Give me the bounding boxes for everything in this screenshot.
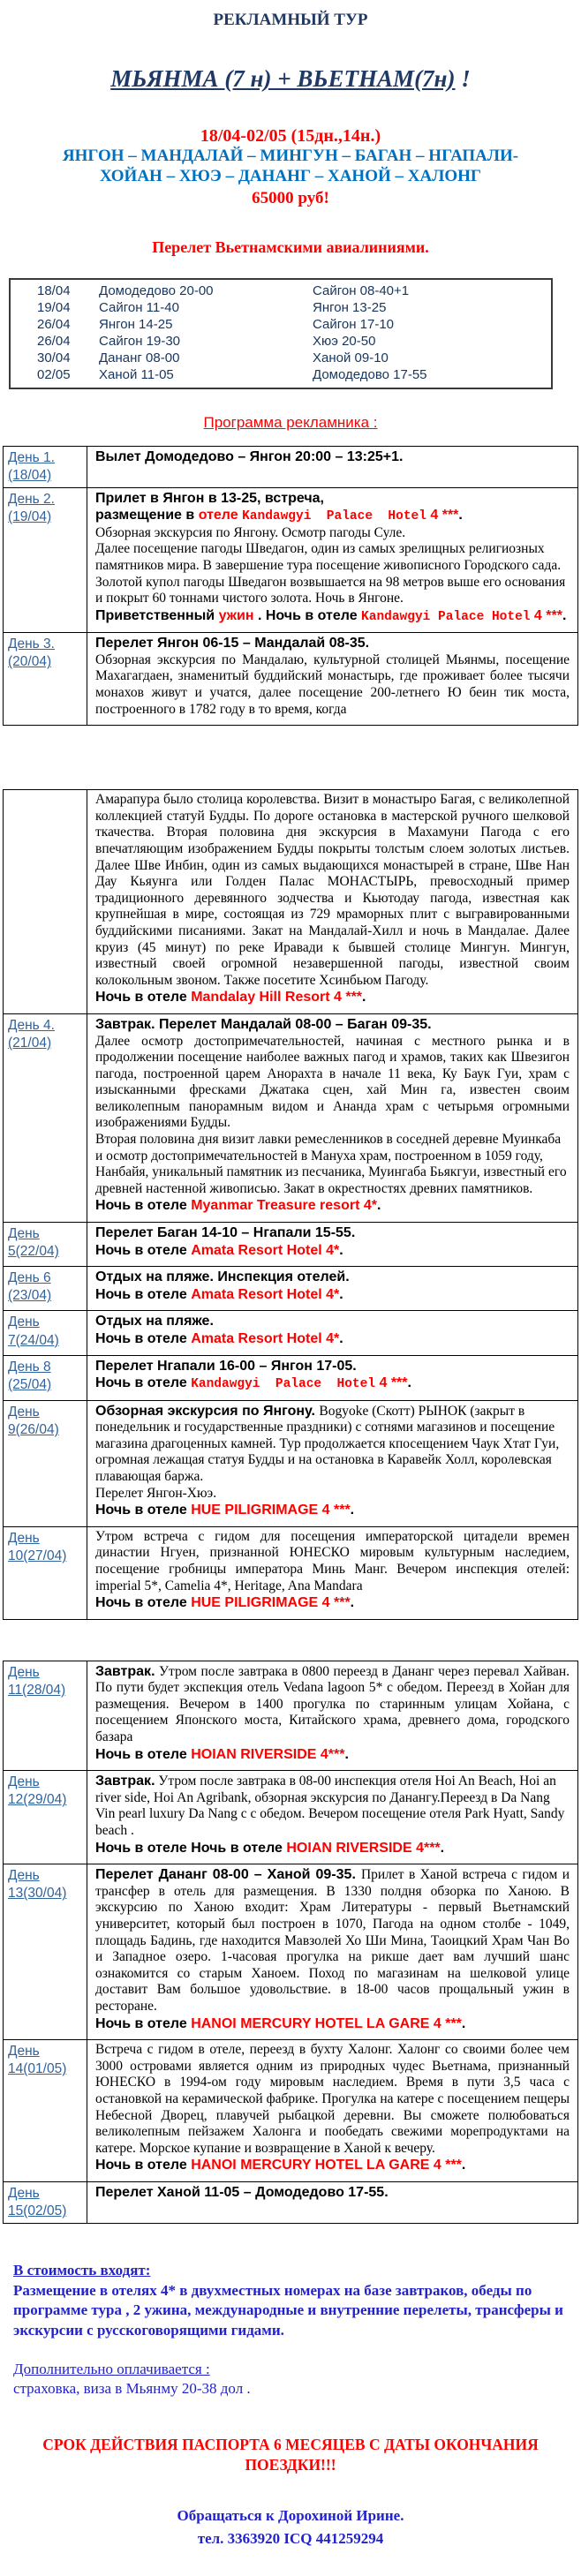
text-segment: Утром после завтрака в 0800 переезд в Дананг через перевал Хайван. По пути будет экспекция отель Vedana lagoon 5* с обедом. Переезд в Хойан для размещения. Вечером в 1400 прогулка по старинным улицам Хойана, с посещением Японского моста, Китайского храма, древнего дома, городского базара [95, 1663, 570, 1745]
text-segment: Ночь в отеле [95, 1242, 192, 1258]
program-row [4, 446, 578, 487]
day-link[interactable]: День 11(28/04) [8, 1664, 66, 1698]
text-segment: Вторая половина дня визит лавки ремесленников в соседней деревне Муинкаба и осмотр достопримечательностей в Мануха храм, построенном в 1059 году, Нанбайя, уникальный памятник из песчаника, Муингаба Бьякгуи, известный его древней настенной живописью. Закат в окрестностях древних памятников. [95, 1132, 567, 1196]
content-cell [87, 1400, 578, 1526]
text-segment: Завтрак. Перелет Мандалай 08-00 – Баган 09-35. [95, 1016, 432, 1032]
text-segment: Прилет в Ханой встреча с гидом и трансфер в отель для размещения. В 1330 полдня обзорка по Ханою. В экскурсию по Ханою входит: Храм Литературы - первый Вьетнамский университет, который был построен в 1070, Пагода на одном столбе - 1049, площадь Бадинь, где находится Мавзолей Хо Ши Мина, Таоицкий Храм Чан Во и Западное озеро. 1-часовая прогулка на рикше дает вам лучший шанс ознакомится со старым Ханоем. Поход по магазинам на шелковой улице доставит Вам большое удовольствие. в 18-00 часов прощальный ужин в ресторане. [95, 1867, 570, 2014]
flight-cell: 19/04 [37, 299, 71, 315]
text-segment: размещение в [95, 508, 199, 523]
program-paragraph [95, 1358, 570, 1375]
text-segment: Ночь в отеле [95, 990, 192, 1006]
day-cell [4, 2181, 87, 2223]
flight-cell: 18/04 [37, 282, 71, 298]
tour-title-text: МЬЯНМА (7 н) + ВЬЕТНАМ(7н) [110, 65, 456, 92]
text-segment: . [461, 2158, 466, 2173]
content-cell [87, 633, 578, 726]
program-row [4, 1661, 578, 1771]
text-segment: . [461, 2015, 466, 2031]
program-paragraph [95, 1375, 570, 1392]
day-link[interactable]: День 5(22/04) [8, 1226, 59, 1260]
text-segment: Амарапура было столица королевства. Визит в монастыро Багая, с великолепной коллекцией статуй Будды. По дороге остановка в мастерской ручного шелковой ткачества. Вторая половина дня экскурсия в Махамуни Пагода с его впечатляющим изображением Будды покрыты толстым слоем золотых листьев. Далее Шве Инбин, один из самых выдающихся монастырей в стране, Шве Нан Дау Кьяунга или Голден Палас МОНАСТЫРЬ, превосходный пример традиционного деревянного зодчества и Кьютодау пагода, известная как крупнейшая в мире, состоящая из 729 мраморных плит с выгравированными буддийскими писаниями. Закат на Мандалай-Хилл и ночь в Мандалае. Далее круиз (45 минут) по реке Иравади к бывшей столице Мингун. Мингун, известный своей огромной незавершенной пагоды, известной своим колокольным звоном. Также посетите Хсинбьюм Пагоду. [95, 792, 570, 988]
program-paragraph [95, 792, 570, 989]
text-segment: . [362, 990, 366, 1006]
table-gap [0, 1620, 581, 1646]
passport-warning: СРОК ДЕЙСТВИЯ ПАСПОРТА 6 МЕСЯЦЕВ С ДАТЫ ОКОНЧАНИЯ ПОЕЗДКИ!!! [42, 2435, 539, 2474]
tour-title-suffix: ! [455, 65, 471, 92]
text-segment: Ночь в отеле [95, 1503, 192, 1518]
text-segment: Перелет Нгапали 16-00 – Янгон 17-05. [95, 1358, 357, 1374]
text-segment: Ночь в отеле [95, 1331, 192, 1346]
text-segment: . [339, 1286, 343, 1302]
program-paragraph [95, 1224, 570, 1242]
program-row [4, 1526, 578, 1619]
footer-extra-title: Дополнительно оплачивается : [13, 2360, 210, 2377]
text-segment: Перелет Янгон 06-15 – Мандалай 08-35. [95, 636, 370, 652]
program-paragraph [95, 1486, 570, 1503]
day-link[interactable]: День 3. (20/04) [8, 636, 55, 670]
text-segment: отеле [198, 508, 243, 523]
program-paragraph [95, 1502, 570, 1519]
day-link[interactable]: День 6 (23/04) [8, 1270, 52, 1304]
tour-route-line1: ЯНГОН – МАНДАЛАЙ – МИНГУН – БАГАН – НГАПАЛИ- [62, 147, 519, 165]
program-row [4, 633, 578, 726]
day-cell [4, 1311, 87, 1355]
content-cell [87, 1355, 578, 1400]
footer-includes-body: Размещение в отелях 4* в двухместных номерах на базе завтраков, обеды по программе тура , 2 ужина, международные и внутренние перелеты, трансферы и экскурсии с русскоговорящими гидами. [13, 2281, 563, 2339]
flights-table [9, 278, 553, 389]
flight-cell: Сайгон 17-10 [313, 316, 395, 332]
day-cell [4, 446, 87, 487]
program-paragraph [95, 1313, 570, 1330]
text-segment: Обзорная экскурсия по Мандалаю, культурной столицей Мьянмы, посещение Махагагдаен, знаменитый буддийский монастырь, где проживает более тысячи монахов живут и учатся, далее посещение 200-летнего Ю беин тик моста, построенного в 1782 году в то время, когда [95, 652, 570, 717]
content-cell [87, 1267, 578, 1311]
contact-phone: тел. 3363920 ICQ 441259294 [197, 2529, 384, 2547]
flight-row [11, 316, 551, 333]
text-segment: HOIAN RIVERSIDE 4*** [286, 1840, 441, 1856]
flight-row [11, 282, 551, 299]
day-cell [4, 1267, 87, 1311]
day-link[interactable]: День 14(01/05) [8, 2044, 67, 2077]
program-table [3, 789, 578, 1620]
text-segment: . [339, 1242, 343, 1258]
tour-route-line2: ХОЙАН – ХЮЭ – ДАНАНГ – ХАНОЙ – ХАЛОНГ [100, 166, 481, 185]
text-segment: Утром после завтрака в 08-00 инспекция отеля Hoi An Beach, Hoi an river side, Hoi An Agribank, обзорная экскурсия по Данангу.Переезд в Da Nang Vin pearl luxury Da Nang с с обедом. Вечером посещение отеля Park Hyatt, Sandy beach . [95, 1774, 565, 1839]
text-segment: Утром встреча с гидом для посещения императорской цитадели времен династии Нгуен, признанной ЮНЕСКО мировым культурным наследием, посещение гробницы императора Минь Манг. Вечером инспекция отелей: imperial 5*, Camelia 4*, Heritage, Ana Mandara [95, 1528, 570, 1593]
text-segment: Mandalay Hill Resort 4 *** [191, 990, 363, 1006]
day-cell [4, 487, 87, 632]
flight-cell: Янгон 13-25 [313, 299, 387, 315]
text-segment: Myanmar Treasure resort 4* [191, 1198, 377, 1214]
text-segment: Kandawgyi Palace Hotel [242, 509, 426, 524]
text-segment: Обзорная экскурсия по Янгону. [95, 1403, 320, 1419]
program-paragraph [95, 2157, 570, 2174]
text-segment: HANOI MERCURY HOTEL LA GARE 4 *** [191, 2158, 462, 2173]
text-segment: Далее посещение пагоды Шведагон, один из самых зрелищных религиозных памятников мира. В завершение тура посещение живописного Городского сада. Золотой купол пагоды Шведагон возвышается на 98 метров выше его основания и покрыт 60 тоннами чистого золота. Ночь в Янгоне. [95, 541, 566, 606]
text-segment: Ночь в отеле [95, 1286, 192, 1302]
table-gap [0, 726, 581, 775]
day-cell [4, 790, 87, 1014]
flight-cell: Домодедово 20-00 [99, 282, 214, 298]
content-cell [87, 487, 578, 632]
flight-cell: Сайгон 08-40+1 [313, 282, 410, 298]
day-link[interactable]: День 2. (19/04) [8, 491, 55, 525]
flight-row [11, 350, 551, 366]
text-segment: Amata Resort Hotel 4* [191, 1242, 340, 1258]
text-segment: Kandawgyi Palace Hotel [361, 609, 531, 624]
day-link[interactable]: День 8 (25/04) [8, 1359, 52, 1392]
text-segment: Завтрак. [95, 1663, 155, 1679]
flight-cell: Ханой 09-10 [313, 350, 389, 365]
text-segment: . [562, 607, 567, 623]
text-segment: Вылет Домодедово – Янгон 20:00 – 13:25+1. [95, 448, 404, 464]
program-paragraph [95, 1132, 570, 1197]
content-cell [87, 1771, 578, 1864]
text-segment: . [350, 1503, 355, 1518]
text-segment: Прилет в Янгон в 13-25, встреча, [95, 490, 324, 506]
text-segment: HOIAN RIVERSIDE 4*** [191, 1746, 345, 1762]
day-cell [4, 1355, 87, 1400]
day-link[interactable]: День 15(02/05) [8, 2185, 67, 2219]
program-paragraph [95, 652, 570, 718]
text-segment: . [407, 1375, 411, 1391]
text-segment: . [458, 508, 463, 523]
flight-row [11, 333, 551, 350]
program-paragraph [95, 1403, 570, 1486]
program-paragraph [95, 1746, 570, 1764]
content-cell [87, 2040, 578, 2182]
text-segment: Ночь в отеле [95, 1595, 192, 1611]
program-row [4, 1311, 578, 1355]
text-segment: Отдых на пляже. [95, 1314, 214, 1329]
text-segment: Обзорная экскурсия по Янгону. Осмотр пагоды Суле. [95, 524, 406, 540]
day-cell [4, 1013, 87, 1222]
program-paragraph [95, 1016, 570, 1034]
day-link[interactable]: День 12(29/04) [8, 1774, 67, 1808]
day-link[interactable]: День 10(27/04) [8, 1530, 67, 1563]
text-segment: . Ночь в отеле [257, 607, 362, 623]
text-segment: Bogyoke (Скотт) РЫНОК (закрыт в понедельник и государственные праздники) с сотнями магазинов и посещение магазина драгоценных камней. Тур продолжается кпосещением Чаук Хтат Гуи, огромная лежащая статуя Будды и на остановка в Каравейк Холл, королевская плавающая баржа. [95, 1403, 560, 1484]
flight-row [11, 366, 551, 383]
text-segment: Далее осмотр достопримечательностей, начиная с местного рынка и в продолжении посещение наиболее важных пагод и храмов, таких как Швезигон пагода, построенной царем Анорахта в начале 11 века, Ку Баук Гуи, храм с изысканными фресками Джатака сцен, хай Мин га, известен своим великолепным панорамным видом и Ананда храм с четырьмя огромными изображениями Будды. [95, 1033, 570, 1131]
day-cell [4, 1864, 87, 2040]
program-row [4, 1355, 578, 1400]
text-segment: Приветственный [95, 607, 219, 623]
text-segment: Amata Resort Hotel 4* [191, 1331, 340, 1346]
program-paragraph [95, 507, 570, 524]
text-segment: Ночь в отеле Ночь в отеле [95, 1840, 287, 1856]
program-paragraph [95, 989, 570, 1006]
flight-cell: 02/05 [37, 366, 71, 382]
day-cell [4, 1771, 87, 1864]
program-paragraph [95, 1269, 570, 1286]
text-segment: Перелет Дананг 08-00 – Ханой 09-35. [95, 1867, 361, 1883]
program-paragraph [95, 525, 570, 542]
text-segment: Перелет Ханой 11-05 – Домодедово 17-55. [95, 2184, 389, 2200]
day-cell [4, 633, 87, 726]
text-segment: . [440, 1840, 445, 1856]
program-row [4, 2040, 578, 2182]
day-cell [4, 1400, 87, 1526]
text-segment: Ночь в отеле [95, 1746, 192, 1762]
text-segment: ужин [218, 607, 258, 623]
flight-cell: Сайгон 11-40 [99, 299, 179, 315]
flight-row [11, 299, 551, 316]
text-segment: HANOI MERCURY HOTEL LA GARE 4 *** [191, 2015, 462, 2031]
text-segment: 4 *** [375, 1375, 408, 1391]
program-paragraph [95, 1866, 570, 2015]
content-cell [87, 790, 578, 1014]
day-link[interactable]: День 7(24/04) [8, 1314, 59, 1348]
program-paragraph [95, 1197, 570, 1215]
flight-cell: 26/04 [37, 316, 71, 332]
program-paragraph [95, 1330, 570, 1348]
flight-cell: Хюэ 20-50 [313, 333, 376, 349]
program-row [4, 790, 578, 1014]
text-segment: . [339, 1331, 343, 1346]
program-paragraph [95, 448, 570, 466]
text-segment: . [350, 1595, 355, 1611]
day-cell [4, 1661, 87, 1771]
content-cell [87, 1223, 578, 1267]
text-segment: Завтрак. [95, 1774, 155, 1789]
flights-title: Перелет Вьетнамскими авиалиниями. [152, 237, 429, 256]
footer-includes-title: В стоимость входят: [13, 2262, 151, 2279]
program-paragraph [95, 1840, 570, 1857]
program-paragraph [95, 1034, 570, 1133]
program-row [4, 1223, 578, 1267]
day-link[interactable]: День 9(26/04) [8, 1404, 59, 1437]
text-segment: Встреча с гидом в отеле, переезд в бухту Халонг. Халонг со своими более чем 3000 островами является одним из природных чудес Вьетнама, признанный ЮНЕСКО в 1994-ом году мировым наследием. Время в пути 3,5 часа с остановкой на керамической фабрике. Прогулка на катере с посещением пещеры Небесной Дворец, плавучей рыбацкой деревни. Вы сможете полюбоваться великолепным пейзажем Халонга и пообедать свежими морепродуктами на катере. Морское купание и возвращение в Ханой к вечеру. [95, 2042, 570, 2156]
flight-cell: Домодедово 17-55 [313, 366, 427, 382]
text-segment: 4 *** [426, 508, 459, 523]
program-paragraph [95, 541, 570, 606]
day-cell [4, 1223, 87, 1267]
text-segment: Amata Resort Hotel 4* [191, 1286, 340, 1302]
text-segment: Отдых на пляже. Инспекция отелей. [95, 1269, 350, 1285]
text-segment: Перелет Янгон-Хюэ. [95, 1485, 217, 1501]
text-segment: 4 *** [530, 607, 562, 623]
text-segment: HUE PILIGRIMAGE 4 *** [191, 1595, 351, 1611]
footer-extra-body: страховка, виза в Мьянму 20-38 дол . [13, 2380, 251, 2398]
program-paragraph [95, 2042, 570, 2157]
program-paragraph [95, 1529, 570, 1594]
text-segment: Ночь в отеле [95, 1375, 192, 1391]
day-link[interactable]: День 13(30/04) [8, 1868, 67, 1902]
program-paragraph [95, 1773, 570, 1839]
flight-cell: 30/04 [37, 350, 71, 365]
text-segment: . [344, 1746, 349, 1762]
day-cell [4, 1526, 87, 1619]
content-cell [87, 446, 578, 487]
content-cell [87, 2181, 578, 2223]
program-row [4, 1267, 578, 1311]
text-segment: . [376, 1198, 381, 1214]
content-cell [87, 1311, 578, 1355]
contact-name: Обращаться к Дорохиной Ирине. [177, 2507, 404, 2525]
program-paragraph [95, 490, 570, 508]
text-segment: Перелет Баган 14-10 – Нгапали 15-55. [95, 1225, 356, 1241]
day-link[interactable]: День 1.(18/04) [8, 449, 55, 483]
program-paragraph [95, 1242, 570, 1260]
day-link[interactable]: День 4. (21/04) [8, 1017, 55, 1051]
program-paragraph [95, 607, 570, 625]
text-segment: Ночь в отеле [95, 2158, 192, 2173]
doc-title: РЕКЛАМНЫЙ ТУР [213, 11, 368, 29]
flight-cell: Ханой 11-05 [99, 366, 174, 382]
contact-block [0, 2504, 581, 2550]
program-paragraph [95, 2015, 570, 2033]
flight-cell: Сайгон 19-30 [99, 333, 181, 349]
program-paragraph [95, 2184, 570, 2202]
tour-dates: 18/04-02/05 (15дн.,14н.) [200, 126, 381, 146]
text-segment: HUE PILIGRIMAGE 4 *** [191, 1503, 351, 1518]
program-paragraph [95, 635, 570, 652]
program-row [4, 1400, 578, 1526]
program-paragraph [95, 1286, 570, 1304]
content-cell [87, 1864, 578, 2040]
program-row [4, 1771, 578, 1864]
flight-cell: 26/04 [37, 333, 71, 349]
program-table [3, 1661, 578, 2225]
program-row [4, 1013, 578, 1222]
program-paragraph [95, 1663, 570, 1746]
program-row [4, 487, 578, 632]
program-table [3, 446, 578, 727]
text-segment: Ночь в отеле [95, 1198, 192, 1214]
tour-price: 65000 руб! [252, 188, 329, 207]
content-cell [87, 1526, 578, 1619]
content-cell [87, 1661, 578, 1771]
program-paragraph [95, 1594, 570, 1612]
text-segment: Ночь в отеле [95, 2015, 192, 2031]
flight-cell: Дананг 08-00 [99, 350, 180, 365]
program-area [0, 446, 581, 2225]
program-row [4, 2181, 578, 2223]
program-title: Программа рекламника : [203, 413, 378, 431]
content-cell [87, 1013, 578, 1222]
footer [13, 2261, 581, 2399]
flight-cell: Янгон 14-25 [99, 316, 173, 332]
program-row [4, 1864, 578, 2040]
text-segment: Kandawgyi Palace Hotel [191, 1377, 376, 1392]
tour-title [0, 65, 581, 93]
day-cell [4, 2040, 87, 2182]
